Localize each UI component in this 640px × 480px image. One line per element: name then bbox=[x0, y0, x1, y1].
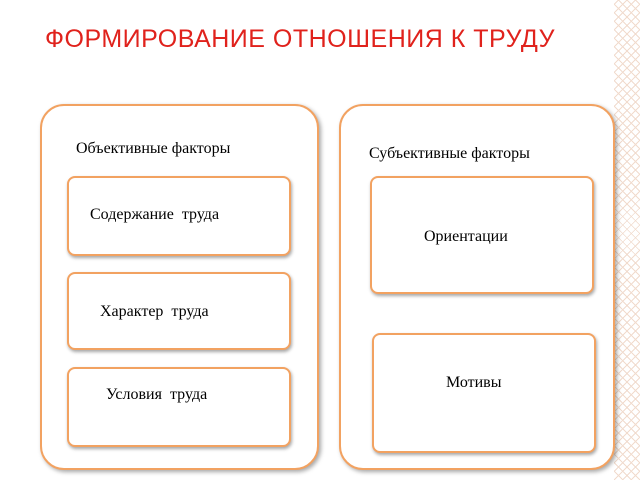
subjective-item-label: Ориентации bbox=[424, 228, 508, 245]
subjective-factors-label: Субъективные факторы bbox=[369, 145, 530, 162]
objective-item-label: Характер труда bbox=[100, 303, 209, 320]
subjective-item-box bbox=[372, 333, 596, 453]
subjective-item-label: Мотивы bbox=[446, 374, 502, 391]
objective-item-label: Содержание труда bbox=[90, 206, 220, 223]
objective-factors-label: Объективные факторы bbox=[76, 140, 231, 157]
slide-title: ФОРМИРОВАНИЕ ОТНОШЕНИЯ К ТРУДУ bbox=[45, 25, 555, 53]
objective-item-box bbox=[67, 367, 291, 447]
decorative-edge-pattern bbox=[614, 0, 640, 480]
objective-item-label: Условия труда bbox=[106, 386, 208, 403]
